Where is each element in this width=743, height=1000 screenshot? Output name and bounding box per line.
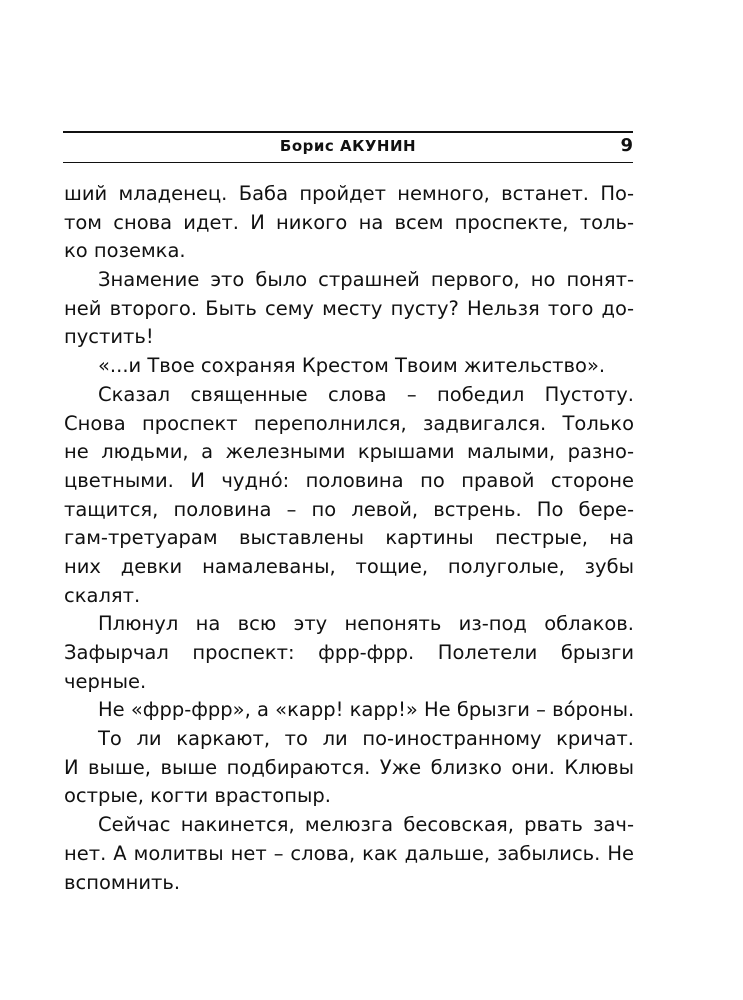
text-line: черные. xyxy=(64,669,147,693)
text-line: Зафырчал проспект: фрр-фрр. Полетели брызги xyxy=(64,641,634,664)
text-line: ней второго. Быть сему месту пусту? Нельзя того до- xyxy=(64,296,634,320)
text-line: Сказал священные слова – победил Пустоту. xyxy=(98,382,634,406)
text-line: скалят. xyxy=(64,583,141,607)
text-line: вспомнить. xyxy=(64,870,181,894)
text-line: гам-третуарам выставлены картины пестрые, на xyxy=(64,526,634,550)
text-line: том снова идет. И никого на всем проспекте, толь- xyxy=(64,210,634,234)
text-line: Не «фрр-фрр», а «карр! карр!» Не брызги – во́роны. xyxy=(98,698,635,722)
text-line: цветными. И чудно́: половина по правой стороне xyxy=(64,468,634,492)
text-line: не людьми, а железными крышами малыми, разно- xyxy=(64,440,634,464)
text-line: Снова проспект переполнился, задвигался. Только xyxy=(64,411,634,435)
header-rule-top xyxy=(63,131,633,133)
text-line: тащится, половина – по левой, встрень. По бере- xyxy=(64,497,634,521)
body-text xyxy=(64,180,634,897)
text-line: ко поземка. xyxy=(64,239,186,263)
text-line: острые, когти врастопыр. xyxy=(64,784,331,808)
text-line: них девки намалеваны, тощие, полуголые, зубы xyxy=(64,554,634,578)
text-line: пустить! xyxy=(64,325,154,349)
running-title: Борис АКУНИН xyxy=(279,137,417,155)
page-number: 9 xyxy=(620,135,633,156)
text-line: Плюнул на всю эту непонять из-под облаков. xyxy=(98,612,634,636)
text-line: То ли каркают, то ли по-иностранному кричат. xyxy=(98,727,634,751)
header-rule-bottom xyxy=(63,162,633,163)
running-header xyxy=(63,128,633,164)
text-line: И выше, выше подбираются. Уже близко они. Клювы xyxy=(64,755,634,779)
text-line: Сейчас накинется, мелюзга бесовская, рвать зач- xyxy=(98,813,634,837)
text-line: нет. А молитвы нет – слова, как дальше, забылись. Не xyxy=(64,841,634,865)
text-line: Знамение это было страшней первого, но понят- xyxy=(98,268,634,292)
text-line: ший младенец. Баба пройдет немного, встанет. По- xyxy=(64,182,634,205)
text-line: «...и Твое сохраняя Крестом Твоим жительство». xyxy=(98,354,606,378)
